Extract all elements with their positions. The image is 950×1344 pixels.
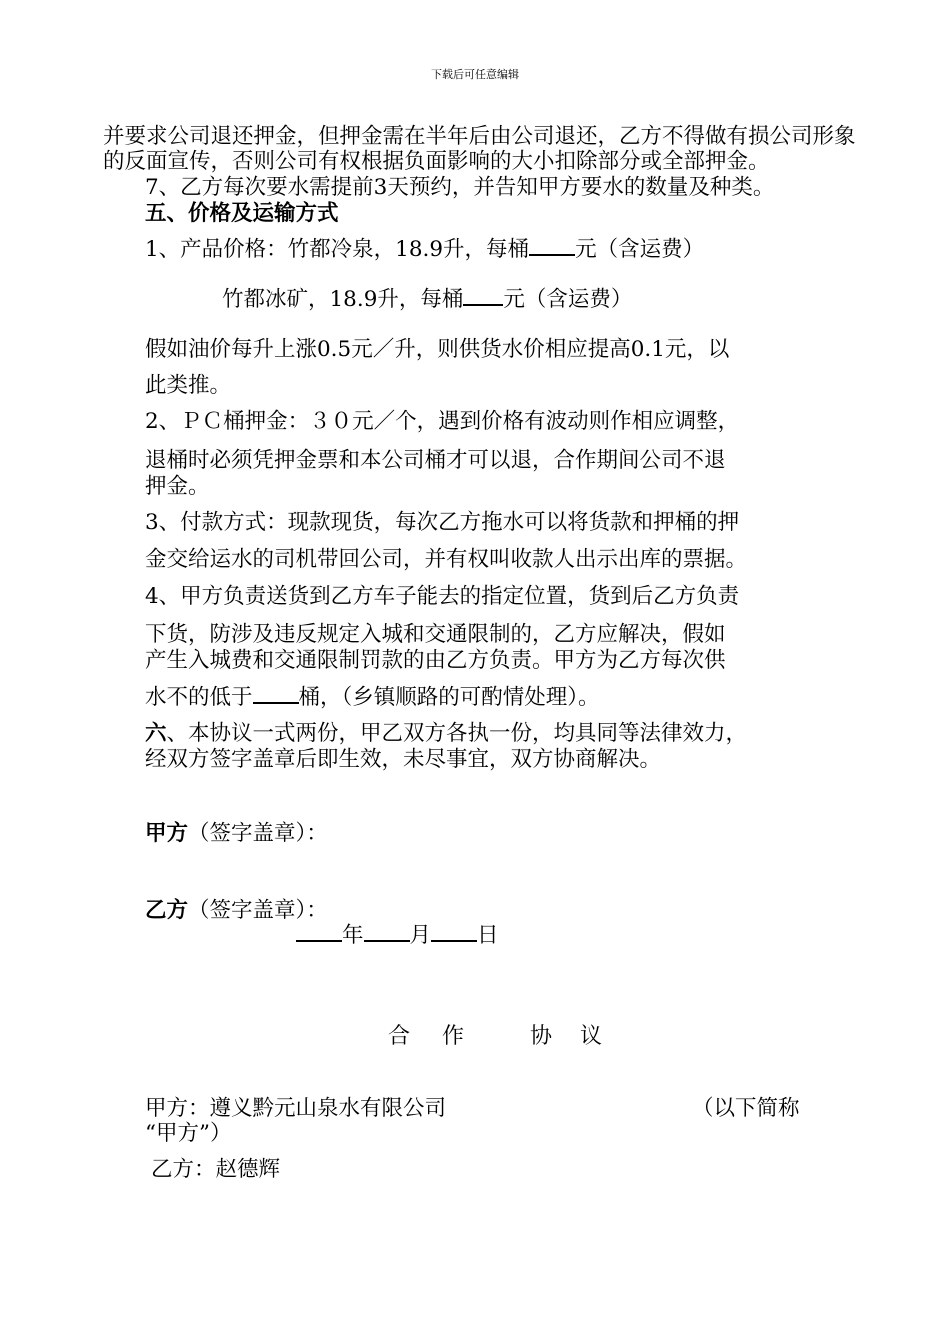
signature-date bbox=[296, 922, 499, 949]
title-char: 议 bbox=[580, 1024, 603, 1049]
section-6-number: 六 bbox=[145, 721, 167, 746]
day-blank bbox=[431, 922, 477, 942]
party-a-sign-note: （签字盖章）： bbox=[188, 821, 328, 846]
deposit-clause-line: 押金。 bbox=[145, 474, 210, 499]
payment-clause-line: 金交给运水的司机带回公司，并有权叫收款人出示出库的票据。 bbox=[145, 547, 748, 572]
party-b-label: 乙方 bbox=[145, 898, 189, 923]
price-line-1 bbox=[145, 236, 704, 263]
delivery-min-label: 水不的低于 bbox=[145, 685, 253, 710]
paragraph-line: 并要求公司退还押金，但押金需在半年后由公司退还，乙方不得做有损公司形象 bbox=[103, 124, 856, 149]
party-b-sign-note: （签字盖章）： bbox=[188, 898, 328, 923]
item-7: 7、乙方每次要水需提前3天预约，并告知甲方要水的数量及种类。 bbox=[145, 175, 775, 200]
deposit-clause-line: 退桶时必须凭押金票和本公司桶才可以退，合作期间公司不退 bbox=[145, 448, 726, 473]
year-blank bbox=[296, 922, 342, 942]
price-1-unit: 元（含运费） bbox=[575, 237, 705, 262]
price-1-blank bbox=[529, 236, 575, 256]
day-label: 日 bbox=[477, 923, 499, 948]
month-label: 月 bbox=[409, 923, 432, 948]
delivery-clause-line bbox=[145, 684, 600, 711]
oil-clause-line: 此类推。 bbox=[145, 373, 232, 398]
section-6-line bbox=[145, 721, 747, 747]
year-label: 年 bbox=[342, 923, 364, 948]
price-2-unit: 元（含运费） bbox=[503, 287, 633, 312]
payment-clause-line: 3、付款方式：现款现货，每次乙方拖水可以将货款和押桶的押 bbox=[145, 510, 740, 535]
title-char: 合 bbox=[387, 1024, 410, 1049]
paragraph-line: 的反面宣传，否则公司有权根据负面影响的大小扣除部分或全部押金。 bbox=[103, 149, 770, 174]
party-a-label: 甲方 bbox=[145, 821, 189, 846]
price-2-blank bbox=[463, 286, 503, 306]
party-a-line: 甲方：遵义黔元山泉水有限公司 bbox=[145, 1096, 447, 1121]
party-b-line: 乙方：赵德辉 bbox=[151, 1157, 281, 1182]
agreement-title bbox=[0, 1019, 950, 1050]
section-6-text: 、本协议一式两份，甲乙双方各执一份，均具同等法律效力， bbox=[166, 721, 748, 746]
delivery-clause-line: 产生入城费和交通限制罚款的由乙方负责。甲方为乙方每次供 bbox=[145, 648, 726, 673]
price-1-label: 1、产品价格：竹都冷泉，18.9升，每桶 bbox=[145, 237, 530, 262]
title-char: 协 bbox=[530, 1024, 553, 1049]
delivery-clause-line: 4、甲方负责送货到乙方车子能去的指定位置，货到后乙方负责 bbox=[145, 584, 740, 609]
party-a-quote: “甲方”） bbox=[145, 1121, 232, 1146]
month-blank bbox=[364, 922, 410, 942]
header-note: 下载后可任意编辑 bbox=[431, 68, 519, 81]
title-char: 作 bbox=[441, 1024, 464, 1049]
section-5-title: 五、价格及运输方式 bbox=[145, 201, 339, 226]
party-a-note: （以下简称 bbox=[692, 1096, 800, 1121]
delivery-min-rest: 桶，（乡镇顺路的可酌情处理）。 bbox=[298, 685, 600, 710]
price-line-2 bbox=[222, 286, 632, 313]
oil-clause-line: 假如油价每升上涨0.5元／升，则供货水价相应提高0.1元，以 bbox=[145, 337, 730, 362]
party-b-signature bbox=[145, 898, 328, 924]
deposit-clause-line: 2、ＰＣ桶押金：３０元／个，遇到价格有波动则作相应调整， bbox=[145, 409, 740, 434]
delivery-min-blank bbox=[253, 684, 299, 704]
section-6-line: 经双方签字盖章后即生效，未尽事宜，双方协商解决。 bbox=[145, 747, 662, 772]
delivery-clause-line: 下货，防涉及违反规定入城和交通限制的，乙方应解决，假如 bbox=[145, 622, 726, 647]
price-2-label: 竹都冰矿，18.9升，每桶 bbox=[222, 287, 464, 312]
party-a-signature bbox=[145, 821, 328, 847]
